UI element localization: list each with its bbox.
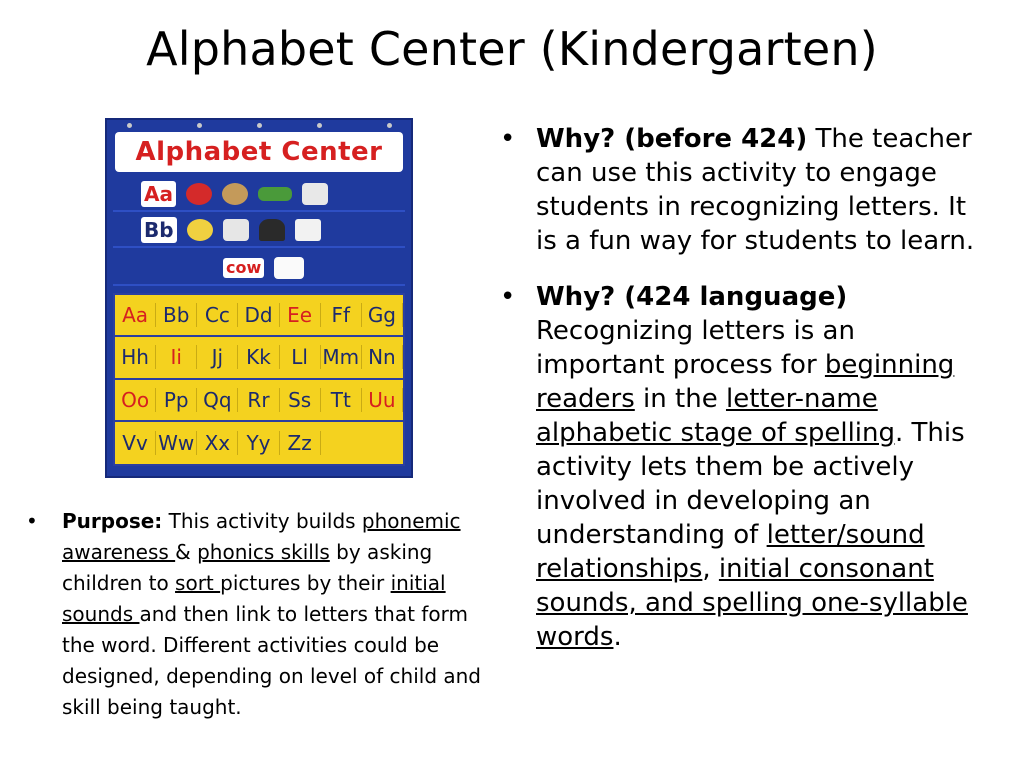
bullet-text: . (613, 622, 622, 652)
underlined-term: phonemic awareness (62, 509, 461, 564)
alphabet-cell: Ll (280, 345, 321, 369)
bullet-heading: Why? (before 424) (536, 124, 808, 154)
bullet-text: pictures by their (220, 571, 391, 595)
chart-grommets (107, 123, 411, 129)
alphabet-row-3 (115, 380, 403, 422)
right-bullet-list (496, 122, 976, 676)
banana-picture (187, 219, 213, 241)
bullet-why-424-language (496, 280, 976, 654)
bullet-text: The teacher can use this activity to engage students in recognizing letters. It is a fun way for students to learn. (536, 124, 975, 256)
alphabet-cell: Ee (280, 303, 321, 327)
alphabet-cell: Zz (280, 431, 321, 455)
alphabet-cell: Ww (156, 431, 197, 455)
alphabet-cell: Jj (197, 345, 238, 369)
alphabet-cell: Ff (321, 303, 362, 327)
bullet-text: Recognizing letters is an important process for (536, 316, 855, 380)
alphabet-cell: Nn (362, 345, 403, 369)
alligator-picture (258, 187, 292, 201)
cow-picture (274, 257, 304, 279)
alphabet-cell: Tt (321, 388, 362, 412)
chart-row-cow (113, 252, 405, 286)
bullet-text: and then link to letters that form the word. Different activities could be designed, depending on level of child and skill being taught. (62, 602, 482, 719)
alphabet-cell: Cc (197, 303, 238, 327)
left-bullet-list (22, 506, 492, 723)
bullet-text: by asking children to (62, 540, 433, 595)
bullet-text: & (175, 540, 198, 564)
alphabet-cell: Dd (238, 303, 279, 327)
alphabet-cell: Ii (156, 345, 197, 369)
alphabet-cell: Bb (156, 303, 197, 327)
alphabet-cell: Uu (362, 388, 403, 412)
acorn-picture (222, 183, 248, 205)
alphabet-cell: Oo (115, 388, 156, 412)
apple-picture (186, 183, 212, 205)
bullet-marker: • (26, 509, 38, 533)
book-picture (295, 219, 321, 241)
underlined-term: sort (175, 571, 221, 595)
alphabet-cell: Kk (238, 345, 279, 369)
bullet-marker: • (500, 124, 516, 154)
underlined-term: letter/sound relationships (536, 520, 925, 584)
bullet-text: This activity builds (162, 509, 362, 533)
alphabet-row-4 (115, 422, 403, 464)
alphabet-cell: Aa (115, 303, 156, 327)
alphabet-row-2 (115, 337, 403, 379)
bullet-heading: Why? (424 language) (536, 282, 848, 312)
letter-card-b: Bb (141, 217, 177, 243)
alphabet-center-pocket-chart-image (105, 118, 413, 478)
alphabet-cell: Gg (362, 303, 403, 327)
underlined-term: letter-name alphabetic stage of spelling (536, 384, 896, 448)
underlined-term: initial consonant sounds, and spelling one-syllable words (536, 554, 968, 652)
abc-block-picture (302, 183, 328, 205)
alphabet-cell: Rr (238, 388, 279, 412)
chart-header: Alphabet Center (115, 132, 403, 172)
bullet-purpose (22, 506, 492, 723)
bike-picture (223, 219, 249, 241)
bullet-marker: • (500, 282, 516, 312)
alphabet-cell: Mm (321, 345, 362, 369)
bullet-text: , (702, 554, 719, 584)
alphabet-cell: Pp (156, 388, 197, 412)
slide-title: Alphabet Center (Kindergarten) (146, 22, 878, 76)
alphabet-cell: Hh (115, 345, 156, 369)
alphabet-cell: Vv (115, 431, 156, 455)
chart-row-b (113, 214, 405, 248)
bullet-text: in the (634, 384, 726, 414)
alphabet-cell: Qq (197, 388, 238, 412)
alphabet-cell: Yy (238, 431, 279, 455)
underlined-term: initial sounds (62, 571, 446, 626)
bat-picture (259, 219, 285, 241)
bullet-heading: Purpose: (62, 509, 163, 533)
underlined-term: beginning readers (536, 350, 955, 414)
word-card-cow: cow (223, 258, 264, 278)
chart-row-a (113, 178, 405, 212)
alphabet-pockets (113, 293, 405, 466)
underlined-term: phonics skills (197, 540, 330, 564)
alphabet-cell: Xx (197, 431, 238, 455)
letter-card-a: Aa (141, 181, 176, 207)
alphabet-row-1 (115, 295, 403, 337)
alphabet-cell: Ss (280, 388, 321, 412)
bullet-text: . This activity lets them be actively involved in developing an understanding of (536, 418, 965, 550)
bullet-why-before-424 (496, 122, 976, 258)
